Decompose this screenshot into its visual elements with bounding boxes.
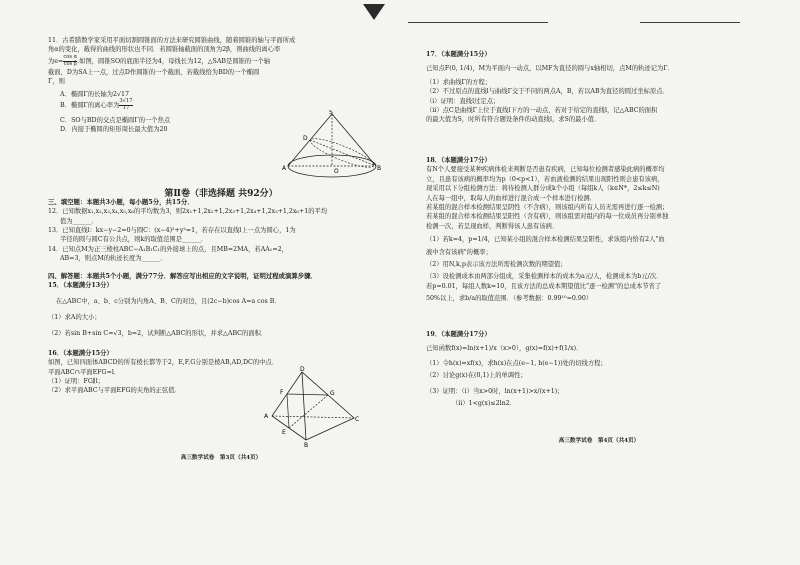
question-17-part-2: （2）不过原点的直线l与曲线Γ交于不同的两点A，B，若以AB为直径的圆过坐标原点． <box>426 88 669 96</box>
tetra-label-g: G <box>330 390 335 397</box>
cone-label-a: A <box>282 165 287 172</box>
q11-stem-line: Γ，则 <box>48 78 65 86</box>
question-15-title: 15．（本题满分13分） <box>48 282 113 290</box>
tetra-label-f: F <box>280 389 284 396</box>
fraction-numerator: 3√17 <box>119 98 133 105</box>
cone-label-b: B <box>377 165 382 172</box>
question-18-part-3-cont: 若p=0.01，每组人数k=10，且该方法的总成本期望值比"逐一检测"的总成本节省了 <box>426 282 662 290</box>
question-19-part-3-ii: （ii）1<g(x)≤2ln2． <box>452 400 517 408</box>
question-15-part-2: （2）若sin B+sin C=√3，b=2，试判断△ABC的形状，并求△ABC的面积． <box>48 330 268 338</box>
page-4-footer: 高三数学试卷 第4页（共4页） <box>558 438 640 444</box>
q11-stem-line: 角α的变化，截得的曲线的形状也不同．若圆锥轴截面的顶角为2β，则曲线的离心率 <box>48 46 281 54</box>
question-18-part-1-cont: 液中含有该病"的概率； <box>426 248 492 256</box>
question-15-stem: 在△ABC中，a、b、c分别为内角A、B、C的对边，且(2c−b)cos A=a cos B． <box>56 297 281 305</box>
question-16-part-1: （1）证明：FG∥l； <box>48 378 105 386</box>
exam-page-4 <box>426 10 772 558</box>
question-16-stem: 如图，已知四面体ABCD的所有棱长都等于2，E,F,G分别是棱AB,AD,DC的中点． <box>48 359 279 367</box>
q11-option-d: D．内接于椭圆的矩形周长最大值为20 <box>60 126 168 134</box>
q11-eccentricity-prefix: 为e= <box>48 57 64 65</box>
question-18-part-1: （1）若k=4，p=1/4，已知某小组的混合样本检测结果呈阳性，求该组内恰有2人"血 <box>426 236 665 244</box>
question-19-part-2: （2）讨论g(x)在(0,1)上的单调性； <box>426 372 527 380</box>
question-19-part-3-i: （3）证明：（i）当x>0时，ln(x+1)>x/(x+1)； <box>426 387 564 395</box>
question-18-stem: 现采用以下分组检测方法：将待检测人群分成k个小组（每组k人（k∈N*，2≤k≤N) <box>426 185 660 193</box>
q11-option-b-fraction <box>119 99 132 111</box>
cone-edge-sb <box>332 114 376 166</box>
question-12-answer-blank: 值为______． <box>60 217 98 225</box>
question-18-part-3: （3）设检测成本由两部分组成，采集检测样本的成本为a元/人，检测成本为b元/次． <box>426 273 663 281</box>
question-18 <box>426 156 772 304</box>
question-19-part-1: （1）令h(x)=xf(x)，求h(x)在点(e−1, h(e−1))处的切线方程； <box>426 359 607 367</box>
question-17-part-2-ii: （ii）点C是曲线Γ上位于直线l下方的一动点，若对于给定的直线l，记△ABC的面积 <box>426 107 658 115</box>
section-4-heading: 四、解答题：本题共5个小题，满分77分．解答应写出相应的文字说明，证明过程或演算步骤． <box>48 272 317 280</box>
question-18-part-2: （2）用N,k,p表示该方法所需检测次数的期望值； <box>426 261 567 269</box>
question-19-stem: 已知函数f(x)=ln(x+1)/x（x>0），g(x)=f(x)+f(1/x)． <box>426 345 583 353</box>
section-3-fill-in <box>48 198 394 264</box>
q11-option-c: C．SO与BD的交点是椭圆Γ的一个焦点 <box>60 117 171 125</box>
question-18-stem: 立，且患有该病的概率均为p（0<p<1），若血液检测的结果出现阳性则会患有该病， <box>426 175 664 183</box>
tetra-edge-ac <box>272 416 354 418</box>
q11-stem-line: 截面，D为SA上一点，过点D作圆锥的一个截面，若截线恰为BD的一个椭圆 <box>48 68 260 76</box>
tetra-label-d: D <box>300 366 305 373</box>
question-19 <box>426 330 772 408</box>
cone-label-d: D <box>303 135 308 142</box>
question-18-stem: 检测一次，若呈现血样，判断得该人患有该病． <box>426 222 559 230</box>
question-14-answer-blank: AB=3，则点M的轨迹长度为______． <box>60 255 167 263</box>
cone-segment-bd <box>310 140 376 166</box>
q11-stem-line <box>48 55 394 68</box>
question-14: 14．已知点M为正三棱柱ABC−A₁B₁C₁的外接球上的点，且MB=2MA，若AA₁=2， <box>48 245 288 253</box>
question-16-part-2: （2）求平面ABC与平面EFG的夹角的正弦值． <box>48 387 181 395</box>
q11-option-b-text: B．椭圆Γ的离心率为 <box>60 102 120 110</box>
fraction-numerator: cos α <box>63 54 78 61</box>
question-17-title: 17．（本题满分15分） <box>426 51 491 58</box>
cone-label-o: O <box>334 168 339 175</box>
question-13: 13．已知直线l：kx−y−2=0与圆C：(x−4)²+y²=1，若存在以直线l上一点为圆心，1为 <box>48 227 296 235</box>
page-3-footer: 高三数学试卷 第3页（共4页） <box>180 455 262 461</box>
q11-option-a: A．椭圆Γ的长轴为2√17 <box>60 90 130 98</box>
fraction-denominator: 17 <box>122 105 130 112</box>
q11-stem-line: 11．古希腊数学家采用平面切割圆锥面的方法来研究圆锥曲线，随着圆锥的轴与平面所成 <box>48 37 296 44</box>
tetra-segment-eg <box>289 395 328 428</box>
cone-figure <box>282 110 382 182</box>
question-17-part-1: （1）求曲线Γ的方程； <box>426 78 492 86</box>
tetra-edge-db <box>302 372 306 440</box>
question-19-title: 19．（本题满分17分） <box>426 331 491 338</box>
question-18-stem: 人在每一组中，取每人的血样进行混合成一个样本进行检测． <box>426 194 597 202</box>
cone-section-ellipse <box>308 134 376 172</box>
question-17-part-2-ii-cont: 的最大值为S，时所有符合题设条件的动直线l，求S的最小值． <box>426 116 601 124</box>
question-16-title: 16．（本题满分15分） <box>48 349 113 357</box>
question-18-title: 18．（本题满分17分） <box>426 157 491 164</box>
question-17-part-2-i: （i）证明：直线l过定点； <box>426 97 500 105</box>
tetra-segment-fe <box>287 394 289 428</box>
fraction-denominator: cos β <box>63 60 77 67</box>
question-13-answer-blank: 半径的圆与圆C有公共点，则k的取值范围是______． <box>60 236 208 244</box>
q11-stem-continuation: .如图，圆锥SO的底面半径为4，母线长为12，△SAB是圆锥的一个轴 <box>77 57 271 65</box>
question-17 <box>426 50 772 125</box>
question-18-stem: 若某组的混合样本检测结果呈阳性（含有病），则该组需对组内的每一位成员再分别单独 <box>426 213 669 221</box>
cone-label-s: S <box>329 110 333 116</box>
q11-eccentricity-fraction <box>63 55 77 67</box>
tetra-label-c: C <box>355 416 360 423</box>
question-17-stem: 已知点F(0, 1/4)，M为平面内一动点，以MF为直径的圆与x轴相切，点M的轨迹记为Γ． <box>426 65 674 73</box>
question-15-part-1: （1）求A的大小； <box>48 314 101 322</box>
exam-page-3 <box>48 10 394 558</box>
question-18-stem: 有N个人要接受某种疾病体检来判断是否患有疾病，已知每位检测者感染此病的概率均 <box>426 166 665 174</box>
question-18-stem: 若某组的混合样本检测结果呈阴性（不含病），则该组内所有人员无需再进行逐一检测； <box>426 204 669 212</box>
tetra-label-e: E <box>282 429 286 436</box>
tetra-label-b: B <box>304 442 309 448</box>
question-12: 12．已知数据x₁,x₂,x₃,x₄,x₅,x₆的平均数为3，则2x₁+1,2x₂+1,2x₃+1,2x₄+1,2x₅+1,2x₆+1的平均 <box>48 208 328 216</box>
question-16-stem-plane: 平面ABC∩平面EFG=l． <box>48 368 121 376</box>
tetrahedron-figure <box>262 366 362 448</box>
section-3-heading: 三、填空题：本题共3小题，每小题5分，共15分． <box>48 198 194 206</box>
question-18-part-3-ref: 50%以上，求b/a的取值范围．（参考数据：0.99¹⁰≈0.90） <box>426 295 593 303</box>
tetra-label-a: A <box>264 413 269 420</box>
volume-2-title: 第Ⅱ卷（非选择题 共92分） <box>164 189 278 199</box>
tetra-segment-fg <box>287 394 328 395</box>
